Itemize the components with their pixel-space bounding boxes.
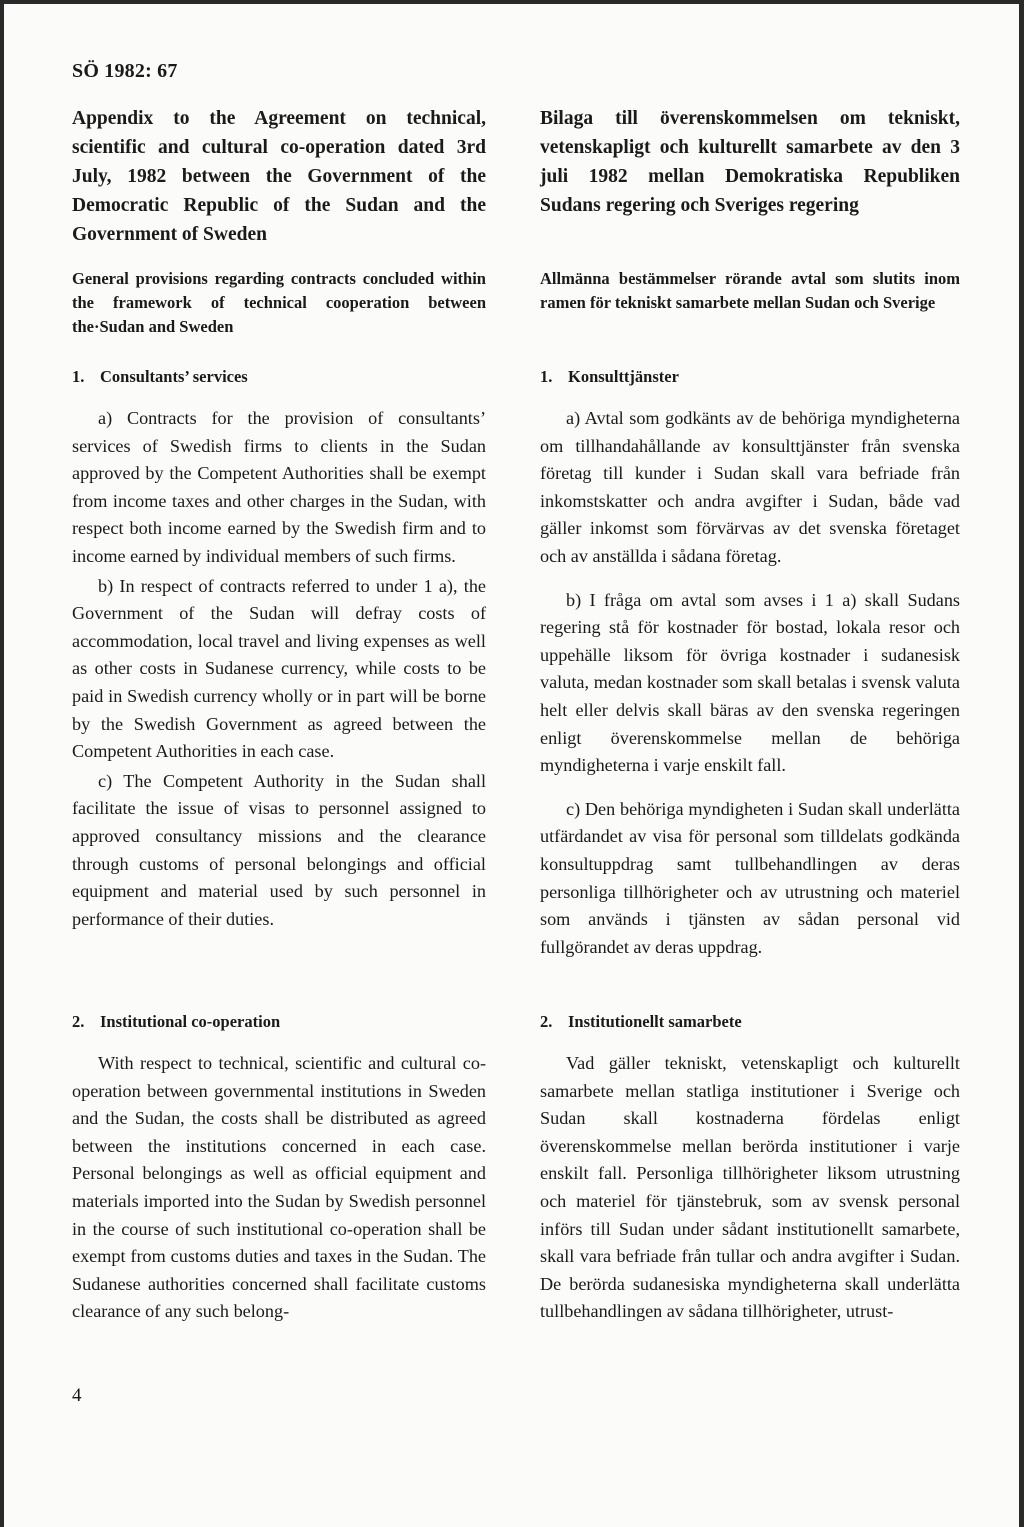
english-section-2 — [72, 1010, 486, 1326]
swedish-section-2 — [540, 1010, 960, 1326]
english-column — [72, 104, 486, 933]
swedish-paragraph-1c: c) Den behöriga myndigheten i Sudan skall underlätta utfärdandet av visa för personal som tilldelats godkända konsultuppdrag samt tullbehandlingen av deras personliga tillhörigheter och av utrustning och materiel som används i tjänsten av sådan personal vid fullgörandet av deras uppdrag. — [540, 798, 960, 957]
document-reference: SÖ 1982: 67 — [72, 60, 178, 82]
english-section-2-heading — [72, 1010, 486, 1034]
swedish-title: Bilaga till överenskommelsen om tekniskt, vetenskapligt och kulturellt samarbete av den 3 juli 1982 mellan Demokratiska Republiken Sudans regering och Sveriges regering — [540, 108, 960, 216]
english-section-1-heading — [72, 365, 486, 389]
swedish-paragraph-2: Vad gäller tekniskt, vetenskapligt och kulturellt samarbete mellan statliga institutioner i Sverige och Sudan skall kostnaderna fördelas enligt överenskommelse mellan berörda institutioner i varje enskilt fall. Personliga tillhörigheter liksom utrustning och materiel för tjänstebruk, som av svensk personal införs till Sudan under sådant institutionellt samarbete, skall vara befriade från tullar och andra avgifter i Sudan. De berörda sudanesiska myndigheterna skall underlätta tullbehandlingen av sådana tillhörigheter, utrust- — [540, 1053, 960, 1322]
english-paragraph-1b: b) In respect of contracts referred to under 1 a), the Government of the Sudan will defray costs of accommodation, local travel and living expenses as well as other costs in Sudanese currency, while costs to be paid in Swedish currency wholly or in part will be borne by the Swedish Government as agreed between the Competent Authorities in each case. — [72, 575, 486, 762]
section-number: 1. — [72, 367, 85, 386]
section-title: Institutional co-operation — [100, 1012, 281, 1031]
swedish-paragraph-1b: b) I fråga om avtal som avses i 1 a) skall Sudans regering stå för kostnader för bostad, lokala resor och uppehälle liksom för övriga kostnader i sudanesisk valuta, medan kostnader som skall betalas i svensk valuta helt eller delvis skall bäras av den svenska regeringen enligt överenskommelse mellan de behöriga myndigheterna i varje enskilt fall. — [540, 589, 960, 776]
section-number: 2. — [72, 1012, 85, 1031]
swedish-section-1-heading — [540, 365, 960, 389]
english-paragraph-1c: c) The Competent Authority in the Sudan shall facilitate the issue of visas to personnel assigned to approved consultancy missions and the clearance through customs of personal belongings and official equipment and material used by such personnel in performance of their duties. — [72, 770, 486, 929]
english-subtitle: General provisions regarding contracts concluded within the framework of technical cooperation between the·Sudan and Sweden — [72, 269, 486, 336]
english-paragraph-2: With respect to technical, scientific and cultural co-operation between governmental institutions in Sweden and the Sudan, the costs shall be distributed as agreed between the institutions concerned in each case. Personal belongings as well as official equipment and materials imported into the Sudan by Swedish personnel in the course of such institutional co-operation shall be exempt from customs duties and taxes in the Sudan. The Sudanese authorities concerned shall facilitate customs clearance of any such belong- — [72, 1053, 486, 1322]
english-paragraph-1a: a) Contracts for the provision of consultants’ services of Swedish firms to clients in the Sudan approved by the Competent Authorities shall be exempt from income taxes and other charges in the Sudan, with respect both income earned by the Swedish firm and to income earned by individual members of such firms. — [72, 408, 486, 566]
section-title: Konsulttjänster — [568, 367, 679, 386]
page-number: 4 — [72, 1385, 82, 1406]
swedish-column — [540, 104, 960, 961]
swedish-section-2-heading — [540, 1010, 960, 1034]
section-number: 2. — [540, 1012, 553, 1031]
swedish-subtitle: Allmänna bestämmelser rörande avtal som slutits inom ramen för tekniskt samarbete mellan Sudan och Sverige — [540, 269, 960, 312]
swedish-paragraph-1a: a) Avtal som godkänts av de behöriga myndigheterna om tillhandahållande av konsulttjänster från svenska företag till kunder i Sudan skall vara befriade från inkomstskatter och andra avgifter i Sudan, både vad gäller inkomst som förvärvas av det svenska företaget och av anställda i sådana företag. — [540, 408, 960, 566]
section-number: 1. — [540, 367, 553, 386]
section-title: Consultants’ services — [100, 367, 248, 386]
section-title: Institutionellt samarbete — [568, 1012, 742, 1031]
english-title: Appendix to the Agreement on technical, scientific and cultural co-operation dated 3rd July, 1982 between the Government of the Democratic Republic of the Sudan and the Government of Sweden — [72, 108, 486, 245]
